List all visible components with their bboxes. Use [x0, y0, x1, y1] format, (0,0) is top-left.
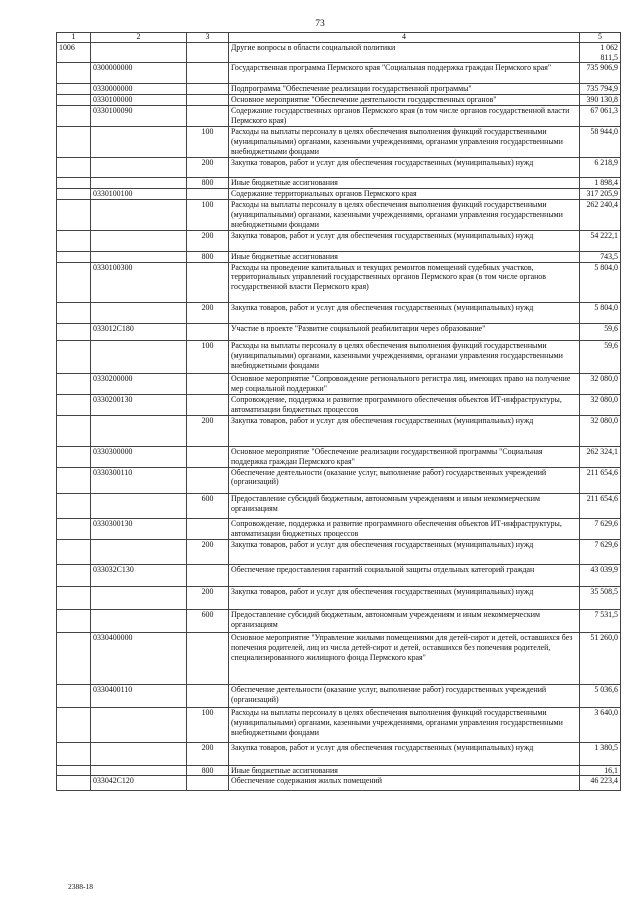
expense-type-cell [187, 84, 229, 95]
target-article-cell [91, 539, 187, 564]
amount-cell: 58 944,0 [580, 126, 621, 157]
section-code-cell [57, 742, 91, 765]
amount-cell: 1 380,5 [580, 742, 621, 765]
target-article-cell: 033032С130 [91, 564, 187, 587]
amount-cell: 390 130,8 [580, 95, 621, 106]
table-row [57, 685, 621, 708]
table-row [57, 230, 621, 251]
target-article-cell: 0330100100 [91, 189, 187, 200]
target-article-cell [91, 178, 187, 189]
header-cell-3: 3 [187, 33, 229, 43]
expense-type-cell [187, 42, 229, 63]
header-cell-5: 5 [580, 33, 621, 43]
section-code-cell [57, 95, 91, 106]
target-article-cell [91, 200, 187, 231]
description-cell: Иные бюджетные ассигнования [229, 765, 580, 776]
expense-type-cell: 100 [187, 126, 229, 157]
expense-type-cell [187, 685, 229, 708]
target-article-cell [91, 494, 187, 519]
expense-type-cell: 200 [187, 303, 229, 324]
table-row [57, 742, 621, 765]
description-cell: Закупка товаров, работ и услуг для обеспечения государственных (муниципальных) нужд [229, 539, 580, 564]
amount-cell: 7 629,6 [580, 539, 621, 564]
section-code-cell [57, 632, 91, 684]
target-article-cell [91, 303, 187, 324]
expense-type-cell [187, 446, 229, 467]
section-code-cell [57, 323, 91, 340]
description-cell: Обеспечение предоставления гарантий социальной защиты отдельных категорий граждан [229, 564, 580, 587]
table-row [57, 564, 621, 587]
target-article-cell: 0330300000 [91, 446, 187, 467]
target-article-cell: 0330300110 [91, 467, 187, 494]
description-cell: Подпрограмма "Обеспечение реализации государственной программы" [229, 84, 580, 95]
document-code: 2388-18 [68, 882, 93, 891]
table-row [57, 416, 621, 447]
section-code-cell [57, 374, 91, 395]
section-code-cell [57, 467, 91, 494]
section-code-cell: 1006 [57, 42, 91, 63]
target-article-cell [91, 610, 187, 633]
target-article-cell [91, 416, 187, 447]
amount-cell: 32 080,0 [580, 416, 621, 447]
table-body [57, 33, 621, 791]
amount-cell: 7 629,6 [580, 519, 621, 540]
expense-type-cell [187, 467, 229, 494]
budget-table [56, 32, 621, 791]
table-row [57, 374, 621, 395]
table-row [57, 200, 621, 231]
description-cell: Закупка товаров, работ и услуг для обеспечения государственных (муниципальных) нужд [229, 587, 580, 610]
description-cell: Содержание территориальных органов Пермского края [229, 189, 580, 200]
table-row [57, 494, 621, 519]
description-cell: Обеспечение содержания жилых помещений [229, 776, 580, 791]
description-cell: Иные бюджетные ассигнования [229, 178, 580, 189]
section-code-cell [57, 708, 91, 743]
expense-type-cell: 200 [187, 539, 229, 564]
target-article-cell [91, 230, 187, 251]
table-row [57, 42, 621, 63]
amount-cell: 32 080,0 [580, 395, 621, 416]
amount-cell: 317 205,9 [580, 189, 621, 200]
section-code-cell [57, 610, 91, 633]
section-code-cell [57, 340, 91, 374]
description-cell: Закупка товаров, работ и услуг для обеспечения государственных (муниципальных) нужд [229, 303, 580, 324]
description-cell: Основное мероприятие "Управление жилыми помещениями для детей-сирот и детей, оставшихся без попечения родителей, лиц из числа детей-сирот и детей, оставшихся без попечения родителей, специализированного жилищного фонда Пермского края" [229, 632, 580, 684]
table-row [57, 63, 621, 84]
expense-type-cell [187, 262, 229, 303]
table-row [57, 765, 621, 776]
amount-cell: 46 223,4 [580, 776, 621, 791]
description-cell: Иные бюджетные ассигнования [229, 251, 580, 262]
target-article-cell [91, 765, 187, 776]
expense-type-cell: 200 [187, 416, 229, 447]
amount-cell: 5 036,6 [580, 685, 621, 708]
header-cell-2: 2 [91, 33, 187, 43]
expense-type-cell: 800 [187, 251, 229, 262]
target-article-cell: 0330200130 [91, 395, 187, 416]
amount-cell: 51 260,0 [580, 632, 621, 684]
section-code-cell [57, 776, 91, 791]
expense-type-cell: 800 [187, 178, 229, 189]
expense-type-cell: 600 [187, 610, 229, 633]
table-row [57, 587, 621, 610]
section-code-cell [57, 416, 91, 447]
table-row [57, 106, 621, 127]
expense-type-cell: 100 [187, 200, 229, 231]
section-code-cell [57, 446, 91, 467]
amount-cell: 67 061,3 [580, 106, 621, 127]
description-cell: Закупка товаров, работ и услуг для обеспечения государственных (муниципальных) нужд [229, 416, 580, 447]
table-row [57, 323, 621, 340]
table-row [57, 84, 621, 95]
header-row [57, 33, 621, 43]
description-cell: Основное мероприятие "Обеспечение реализации государственной программы "Социальная поддержка граждан Пермского края" [229, 446, 580, 467]
target-article-cell: 0330100300 [91, 262, 187, 303]
description-cell: Основное мероприятие "Обеспечение деятельности государственных органов" [229, 95, 580, 106]
amount-cell: 16,1 [580, 765, 621, 776]
amount-cell: 1 898,4 [580, 178, 621, 189]
amount-cell: 5 804,0 [580, 303, 621, 324]
target-article-cell: 0330100000 [91, 95, 187, 106]
section-code-cell [57, 200, 91, 231]
expense-type-cell: 200 [187, 157, 229, 178]
table-row [57, 178, 621, 189]
amount-cell: 735 794,9 [580, 84, 621, 95]
expense-type-cell: 200 [187, 587, 229, 610]
table-row [57, 632, 621, 684]
target-article-cell: 033042С120 [91, 776, 187, 791]
description-cell: Сопровождение, поддержка и развитие программного обеспечения объектов ИТ-инфраструктуры, автоматизации бюджетных процессов [229, 395, 580, 416]
header-cell-1: 1 [57, 33, 91, 43]
description-cell: Расходы на выплаты персоналу в целях обеспечения выполнения функций государственными (муниципальными) органами, казенными учреждениями, органами управления государственными внебюджетными фондами [229, 708, 580, 743]
target-article-cell: 0330300130 [91, 519, 187, 540]
amount-cell: 32 080,0 [580, 374, 621, 395]
expense-type-cell: 100 [187, 708, 229, 743]
section-code-cell [57, 63, 91, 84]
section-code-cell [57, 539, 91, 564]
expense-type-cell: 100 [187, 340, 229, 374]
expense-type-cell: 800 [187, 765, 229, 776]
table-row [57, 157, 621, 178]
target-article-cell [91, 587, 187, 610]
amount-cell: 59,6 [580, 323, 621, 340]
expense-type-cell [187, 374, 229, 395]
target-article-cell: 0330400110 [91, 685, 187, 708]
description-cell: Расходы на проведение капитальных и текущих ремонтов помещений судебных участков, территориальных управлений государственных органов Пермского края (в том числе органов государственной власти Пермского края) [229, 262, 580, 303]
description-cell: Расходы на выплаты персоналу в целях обеспечения выполнения функций государственными (муниципальными) органами, казенными учреждениями, органами управления государственными внебюджетными фондами [229, 340, 580, 374]
expense-type-cell [187, 564, 229, 587]
amount-cell: 54 222,1 [580, 230, 621, 251]
amount-cell: 262 324,1 [580, 446, 621, 467]
target-article-cell [91, 126, 187, 157]
description-cell: Расходы на выплаты персоналу в целях обеспечения выполнения функций государственными (муниципальными) органами, казенными учреждениями, органами управления государственными внебюджетными фондами [229, 200, 580, 231]
section-code-cell [57, 587, 91, 610]
section-code-cell [57, 564, 91, 587]
section-code-cell [57, 189, 91, 200]
amount-cell: 211 654,6 [580, 494, 621, 519]
section-code-cell [57, 178, 91, 189]
description-cell: Обеспечение деятельности (оказание услуг, выполнение работ) государственных учреждений (организаций) [229, 467, 580, 494]
description-cell: Предоставление субсидий бюджетным, автономным учреждениям и иным некоммерческим организациям [229, 494, 580, 519]
section-code-cell [57, 126, 91, 157]
expense-type-cell [187, 519, 229, 540]
description-cell: Государственная программа Пермского края "Социальная поддержка граждан Пермского края" [229, 63, 580, 84]
expense-type-cell [187, 395, 229, 416]
amount-cell: 7 531,5 [580, 610, 621, 633]
table-row [57, 340, 621, 374]
page-number: 73 [315, 19, 325, 29]
section-code-cell [57, 157, 91, 178]
table-row [57, 262, 621, 303]
expense-type-cell [187, 323, 229, 340]
target-article-cell [91, 42, 187, 63]
table-row [57, 776, 621, 791]
target-article-cell: 0330400000 [91, 632, 187, 684]
table-row [57, 539, 621, 564]
table-row [57, 251, 621, 262]
target-article-cell [91, 742, 187, 765]
amount-cell: 3 640,0 [580, 708, 621, 743]
amount-cell: 43 039,9 [580, 564, 621, 587]
section-code-cell [57, 262, 91, 303]
description-cell: Основное мероприятие "Сопровождение регионального регистра лиц, имеющих право на получение мер социальной поддержки" [229, 374, 580, 395]
section-code-cell [57, 395, 91, 416]
description-cell: Сопровождение, поддержка и развитие программного обеспечения объектов ИТ-инфраструктуры, автоматизации бюджетных процессов [229, 519, 580, 540]
section-code-cell [57, 106, 91, 127]
target-article-cell: 0330200000 [91, 374, 187, 395]
description-cell: Предоставление субсидий бюджетным, автономным учреждениям и иным некоммерческим организациям [229, 610, 580, 633]
amount-cell: 1 062 811,5 [580, 42, 621, 63]
section-code-cell [57, 685, 91, 708]
table-row [57, 303, 621, 324]
target-article-cell [91, 708, 187, 743]
amount-cell: 6 218,9 [580, 157, 621, 178]
expense-type-cell [187, 106, 229, 127]
expense-type-cell: 200 [187, 742, 229, 765]
description-cell: Содержание государственных органов Пермского края (в том числе органов государственной власти Пермского края) [229, 106, 580, 127]
section-code-cell [57, 519, 91, 540]
description-cell: Закупка товаров, работ и услуг для обеспечения государственных (муниципальных) нужд [229, 157, 580, 178]
description-cell: Обеспечение деятельности (оказание услуг, выполнение работ) государственных учреждений (организаций) [229, 685, 580, 708]
amount-cell: 262 240,4 [580, 200, 621, 231]
description-cell: Закупка товаров, работ и услуг для обеспечения государственных (муниципальных) нужд [229, 230, 580, 251]
expense-type-cell [187, 63, 229, 84]
amount-cell: 735 906,9 [580, 63, 621, 84]
target-article-cell: 0330000000 [91, 84, 187, 95]
target-article-cell [91, 251, 187, 262]
table-row [57, 708, 621, 743]
description-cell: Участие в проекте "Развитие социальной реабилитации через образование" [229, 323, 580, 340]
expense-type-cell: 600 [187, 494, 229, 519]
target-article-cell: 0300000000 [91, 63, 187, 84]
table-row [57, 95, 621, 106]
section-code-cell [57, 765, 91, 776]
table-row [57, 610, 621, 633]
section-code-cell [57, 303, 91, 324]
amount-cell: 211 654,6 [580, 467, 621, 494]
header-cell-4: 4 [229, 33, 580, 43]
section-code-cell [57, 251, 91, 262]
target-article-cell: 033012С180 [91, 323, 187, 340]
section-code-cell [57, 494, 91, 519]
amount-cell: 5 804,0 [580, 262, 621, 303]
table-row [57, 395, 621, 416]
target-article-cell: 0330100090 [91, 106, 187, 127]
expense-type-cell [187, 189, 229, 200]
expense-type-cell [187, 632, 229, 684]
section-code-cell [57, 230, 91, 251]
table-row [57, 189, 621, 200]
table-row [57, 126, 621, 157]
expense-type-cell: 200 [187, 230, 229, 251]
amount-cell: 743,5 [580, 251, 621, 262]
amount-cell: 59,6 [580, 340, 621, 374]
description-cell: Другие вопросы в области социальной политики [229, 42, 580, 63]
target-article-cell [91, 157, 187, 178]
expense-type-cell [187, 95, 229, 106]
description-cell: Закупка товаров, работ и услуг для обеспечения государственных (муниципальных) нужд [229, 742, 580, 765]
table-row [57, 446, 621, 467]
target-article-cell [91, 340, 187, 374]
table-row [57, 467, 621, 494]
section-code-cell [57, 84, 91, 95]
expense-type-cell [187, 776, 229, 791]
amount-cell: 35 508,5 [580, 587, 621, 610]
description-cell: Расходы на выплаты персоналу в целях обеспечения выполнения функций государственными (муниципальными) органами, казенными учреждениями, органами управления государственными внебюджетными фондами [229, 126, 580, 157]
table-row [57, 519, 621, 540]
